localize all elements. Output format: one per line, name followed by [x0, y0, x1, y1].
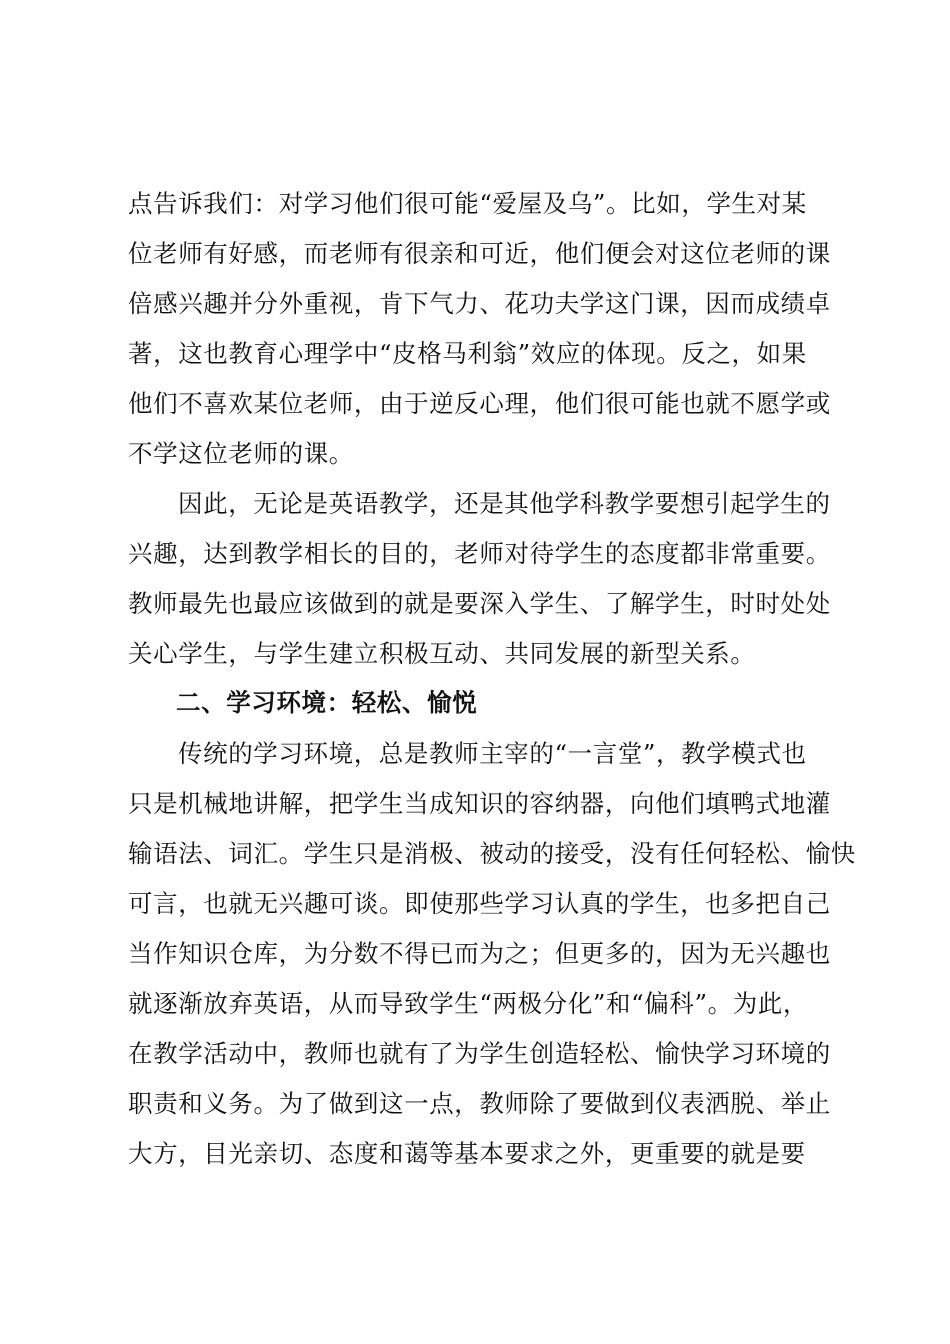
text-line: 输语法、词汇。学生只是消极、被动的接受，没有任何轻松、愉快 — [128, 839, 856, 868]
text-line: 著，这也教育心理学中“皮格马利翁”效应的体现。反之，如果 — [128, 339, 807, 368]
text-line: 大方，目光亲切、态度和蔼等基本要求之外，更重要的就是要 — [128, 1139, 806, 1168]
text-line: 就逐渐放弃英语，从而导致学生“两极分化”和“偏科”。为此， — [128, 989, 808, 1018]
text-line: 点告诉我们：对学习他们很可能“爱屋及乌”。比如，学生对某 — [128, 189, 807, 218]
text-line: 倍感兴趣并分外重视，肯下气力、花功夫学这门课，因而成绩卓 — [128, 289, 831, 318]
section-heading: 二、学习环境：轻松、愉悦 — [176, 688, 478, 717]
text-line: 教师最先也最应该做到的就是要深入学生、了解学生，时时处处 — [128, 589, 831, 618]
text-line: 因此，无论是英语教学，还是其他学科教学要想引起学生的 — [178, 489, 831, 518]
text-line: 当作知识仓库，为分数不得已而为之；但更多的，因为无兴趣也 — [128, 939, 831, 968]
text-line: 可言，也就无兴趣可谈。即使那些学习认真的学生，也多把自己 — [128, 889, 831, 918]
text-line: 兴趣，达到教学相长的目的，老师对待学生的态度都非常重要。 — [128, 539, 831, 568]
text-line: 他们不喜欢某位老师，由于逆反心理，他们很可能也就不愿学或 — [128, 389, 831, 418]
text-line: 位老师有好感，而老师有很亲和可近，他们便会对这位老师的课 — [128, 239, 831, 268]
text-line: 传统的学习环境，总是教师主宰的“一言堂”，教学模式也 — [178, 739, 807, 768]
text-line: 只是机械地讲解，把学生当成知识的容纳器，向他们填鸭式地灌 — [128, 789, 831, 818]
text-line: 在教学活动中，教师也就有了为学生创造轻松、愉快学习环境的 — [128, 1039, 831, 1068]
text-line: 职责和义务。为了做到这一点，教师除了要做到仪表洒脱、举止 — [128, 1089, 831, 1118]
text-line: 关心学生，与学生建立积极互动、共同发展的新型关系。 — [128, 639, 756, 668]
text-line: 不学这位老师的课。 — [128, 439, 354, 468]
